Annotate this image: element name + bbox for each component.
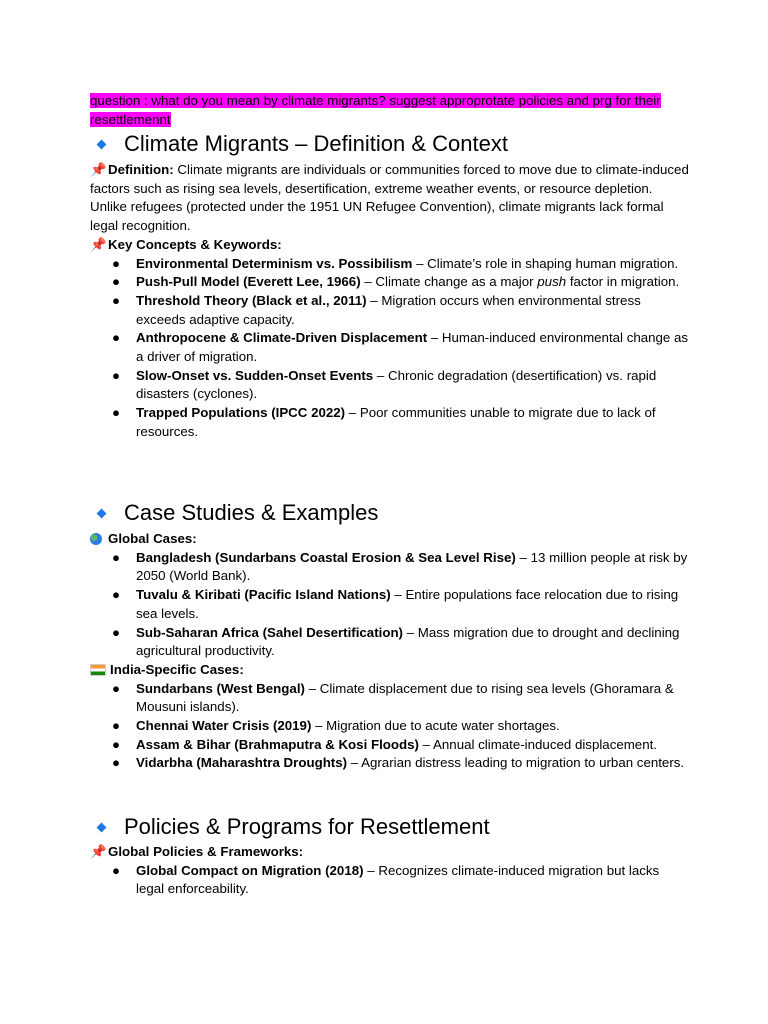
frameworks-label-text: Global Policies & Frameworks:	[108, 844, 304, 859]
global-cases-list	[90, 549, 690, 661]
list-item: ● Environmental Determinism vs. Possibilism – Climate’s role in shaping human migration.	[112, 255, 679, 271]
definition-paragraph	[90, 161, 690, 236]
list-item: ● Sub-Saharan Africa (Sahel Desertification) – Mass migration due to drought and declining agricultural productivity.	[112, 624, 680, 659]
pushpin-icon: 📌	[90, 844, 107, 859]
global-cases-label-text: Global Cases:	[108, 531, 197, 546]
list-item: ● Tuvalu & Kiribati (Pacific Island Nations) – Entire populations face relocation due to rising sea levels.	[112, 587, 679, 621]
global-cases-label	[90, 530, 690, 549]
policies-block	[90, 843, 690, 899]
item-desc: factor in migration.	[566, 274, 680, 290]
item-desc: – Migration occurs when environmental stress exceeds adaptive capacity.	[136, 292, 641, 327]
item-term: Assam & Bihar (Brahmaputra & Kosi Floods)	[136, 736, 419, 752]
item-desc: – Migration due to acute water shortages.	[311, 718, 560, 734]
definition-text: Climate migrants are individuals or communities forced to move due to climate-induced factors such as rising sea levels, desertification, extreme weather events, or resource depletion. Unlike refugees (protected under the 1951 UN Refugee Convention), climate migrants lack formal legal recognition.	[90, 162, 689, 234]
item-desc: – Recognizes climate-induced migration but lacks legal enforceability.	[136, 862, 660, 897]
case-studies-block	[90, 530, 690, 773]
section-heading-policies	[95, 813, 490, 841]
heading-text: Policies & Programs for Resettlement	[124, 814, 490, 839]
item-desc: – Mass migration due to drought and declining agricultural productivity.	[136, 624, 680, 659]
blue-diamond-icon	[97, 508, 107, 518]
india-flag-icon	[90, 664, 106, 676]
item-desc: – Annual climate-induced displacement.	[418, 736, 657, 752]
item-desc: – Poor communities unable to migrate due to lack of resources.	[136, 405, 656, 439]
india-cases-list	[90, 680, 690, 774]
list-item: ● Chennai Water Crisis (2019) – Migration due to acute water shortages.	[112, 718, 560, 734]
pushpin-icon: 📌	[90, 236, 107, 252]
definition-block	[90, 161, 690, 442]
list-item: ● Trapped Populations (IPCC 2022) – Poor communities unable to migrate due to lack of resources.	[112, 405, 656, 439]
list-item: ● Push-Pull Model (Everett Lee, 1966) – Climate change as a major push factor in migration.	[112, 274, 680, 290]
item-term: Environmental Determinism vs. Possibilism	[136, 255, 413, 271]
list-item: ● Assam & Bihar (Brahmaputra & Kosi Floods) – Annual climate-induced displacement.	[112, 736, 657, 752]
item-term: Bangladesh (Sundarbans Coastal Erosion & Sea Level Rise)	[136, 549, 516, 565]
item-desc: – Climate change as a major	[360, 274, 538, 290]
frameworks-list	[90, 862, 690, 899]
item-term: Global Compact on Migration (2018)	[136, 862, 364, 878]
item-desc: – Climate displacement due to rising sea levels (Ghoramara & Mousuni islands).	[136, 680, 674, 715]
blue-diamond-icon	[97, 139, 107, 149]
key-concepts-label	[90, 236, 690, 255]
heading-text: Climate Migrants – Definition & Context	[124, 131, 508, 156]
item-italic: push	[537, 274, 567, 290]
item-desc: – Agrarian distress leading to migration to urban centers.	[347, 755, 685, 771]
list-item: ● Vidarbha (Maharashtra Droughts) – Agrarian distress leading to migration to urban centers.	[112, 755, 685, 771]
item-term: Sundarbans (West Bengal)	[136, 680, 305, 696]
india-cases-label	[90, 661, 690, 680]
item-term: Tuvalu & Kiribati (Pacific Island Nations)	[136, 587, 391, 603]
item-term: Threshold Theory (Black et al., 2011)	[136, 292, 367, 308]
item-term: Sub-Saharan Africa (Sahel Desertification)	[136, 624, 403, 640]
list-item: ● Global Compact on Migration (2018) – Recognizes climate-induced migration but lacks legal enforceability.	[112, 862, 660, 897]
globe-icon	[90, 533, 102, 545]
item-term: Slow-Onset vs. Sudden-Onset Events	[136, 367, 374, 383]
item-desc: – 13 million people at risk by 2050 (World Bank).	[136, 549, 688, 584]
list-item: ● Bangladesh (Sundarbans Coastal Erosion & Sea Level Rise) – 13 million people at risk by 2050 (World Bank).	[112, 549, 688, 584]
frameworks-label	[90, 843, 690, 862]
blue-diamond-icon	[97, 822, 107, 832]
item-desc: – Entire populations face relocation due to rising sea levels.	[136, 587, 679, 621]
item-term: Chennai Water Crisis (2019)	[136, 718, 312, 734]
item-desc: – Human-induced environmental change as a driver of migration.	[136, 330, 689, 365]
heading-text: Case Studies & Examples	[124, 500, 379, 525]
item-term: Trapped Populations (IPCC 2022)	[136, 405, 346, 421]
pushpin-icon: 📌	[90, 162, 107, 177]
section-heading-case-studies	[95, 499, 378, 527]
key-concepts-list	[90, 255, 690, 442]
section-heading-definition	[95, 130, 508, 158]
item-term: Vidarbha (Maharashtra Droughts)	[136, 755, 348, 771]
list-item: ● Anthropocene & Climate-Driven Displacement – Human-induced environmental change as a driver of migration.	[112, 330, 689, 365]
question-text	[90, 92, 670, 129]
item-desc: – Climate’s role in shaping human migration.	[412, 255, 679, 271]
highlighted-question: question : what do you mean by climate migrants? suggest approprotate policies and prg for their resettlemennt	[90, 93, 661, 127]
item-term: Anthropocene & Climate-Driven Displacement	[136, 330, 428, 346]
india-cases-label-text: India-Specific Cases:	[110, 661, 244, 677]
list-item: ● Sundarbans (West Bengal) – Climate displacement due to rising sea levels (Ghoramara & Mousuni islands).	[112, 680, 674, 715]
item-desc: – Chronic degradation (desertification) vs. rapid disasters (cyclones).	[136, 367, 657, 402]
item-term: Push-Pull Model (Everett Lee, 1966)	[136, 274, 361, 290]
definition-label: Definition:	[108, 162, 174, 177]
key-concepts-label-text: Key Concepts & Keywords:	[108, 236, 282, 252]
list-item: ● Slow-Onset vs. Sudden-Onset Events – Chronic degradation (desertification) vs. rapid disasters (cyclones).	[112, 367, 657, 402]
list-item: ● Threshold Theory (Black et al., 2011) – Migration occurs when environmental stress exceeds adaptive capacity.	[112, 292, 641, 327]
